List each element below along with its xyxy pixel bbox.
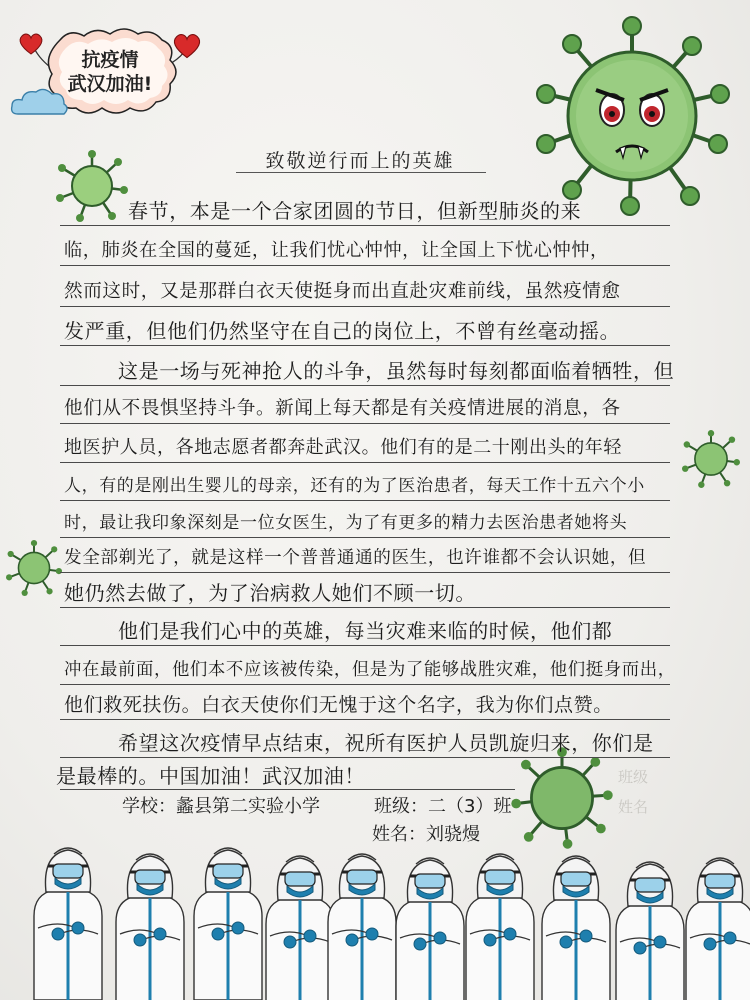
medical-worker-icon bbox=[396, 858, 464, 1000]
school-label: 学校：蠡县第二实验小学 bbox=[122, 796, 320, 817]
medical-worker-icon bbox=[266, 856, 334, 1000]
rule-line bbox=[60, 719, 670, 720]
medical-workers-illustration bbox=[0, 836, 750, 1000]
heart-icon bbox=[172, 32, 202, 60]
student-name: 姓名：刘骁熳 bbox=[372, 824, 480, 845]
essay-line: 然而这时，又是那群白衣天使挺身而出直赴灾难前线，虽然疫情愈 bbox=[64, 281, 621, 302]
title-underline bbox=[236, 172, 486, 173]
rule-line bbox=[60, 225, 670, 226]
rule-line bbox=[60, 789, 515, 790]
essay-line: 冲在最前面，他们本不应该被传染，但是为了能够战胜灾难，他们挺身而出， bbox=[64, 660, 676, 680]
essay-line: 时，最让我印象深刻是一位女医生，为了有更多的精力去医治患者她将头 bbox=[64, 513, 628, 533]
medical-worker-icon bbox=[116, 854, 184, 1000]
rule-line bbox=[60, 572, 670, 573]
virus-icon bbox=[512, 748, 612, 848]
medical-worker-icon bbox=[34, 848, 102, 1000]
rule-line bbox=[60, 265, 670, 266]
badge-line-1: 抗疫情 bbox=[81, 49, 139, 71]
essay-line: 他们从不畏惧坚持斗争。新闻上每天都是有关疫情进展的消息，各 bbox=[64, 398, 621, 419]
virus-icon bbox=[56, 150, 128, 222]
rule-line bbox=[60, 345, 670, 346]
virus-icon bbox=[532, 14, 732, 214]
faint-pencil-text: 班级 bbox=[618, 768, 649, 786]
cloud-icon bbox=[8, 84, 72, 120]
medical-worker-icon bbox=[194, 848, 262, 1000]
virus-icon bbox=[682, 430, 740, 488]
essay-line: 她仍然去做了，为了治病救人她们不顾一切。 bbox=[64, 581, 476, 605]
rule-line bbox=[60, 423, 670, 424]
faint-pencil-text: 姓名 bbox=[618, 798, 649, 816]
essay-line: 发严重，但他们仍然坚守在自己的岗位上，不曾有丝毫动摇。 bbox=[64, 319, 621, 343]
medical-worker-icon bbox=[328, 854, 396, 1000]
rule-line bbox=[60, 385, 670, 386]
medical-worker-icon bbox=[616, 862, 684, 1000]
essay-title: 致敬逆行而上的英雄 bbox=[265, 150, 455, 172]
rule-line bbox=[60, 537, 670, 538]
rule-line bbox=[60, 684, 670, 685]
rule-line bbox=[60, 462, 670, 463]
class-label: 班级：二（3）班 bbox=[374, 796, 512, 817]
essay-line: 他们救死扶伤。白衣天使你们无愧于这个名字，我为你们点赞。 bbox=[64, 694, 613, 716]
medical-worker-icon bbox=[542, 856, 610, 1000]
rule-line bbox=[60, 607, 670, 608]
essay-line: 希望这次疫情早点结束，祝所有医护人员凯旋归来，你们是 bbox=[118, 731, 654, 755]
essay-line: 临，肺炎在全国的蔓延，让我们忧心忡忡，让全国上下忧心忡忡， bbox=[64, 240, 609, 261]
medical-worker-icon bbox=[686, 858, 750, 1000]
rule-line bbox=[60, 757, 670, 758]
medical-worker-icon bbox=[466, 854, 534, 1000]
essay-line: 发全部剃光了，就是这样一个普普通通的医生，也许谁都不会认识她，但 bbox=[64, 548, 647, 568]
essay-line: 是最棒的。中国加油！武汉加油！ bbox=[56, 764, 365, 788]
rule-line bbox=[60, 306, 670, 307]
essay-line: 地医护人员，各地志愿者都奔赴武汉。他们有的是二十刚出头的年轻 bbox=[64, 437, 622, 458]
essay-line: 他们是我们心中的英雄，每当灾难来临的时候，他们都 bbox=[118, 619, 613, 643]
virus-icon bbox=[6, 540, 62, 596]
essay-line: 春节，本是一个合家团圆的节日，但新型肺炎的来 bbox=[128, 199, 582, 223]
essay-line: 这是一场与死神抢人的斗争，虽然每时每刻都面临着牺牲，但 bbox=[118, 359, 675, 383]
heart-icon bbox=[18, 32, 44, 56]
essay-line: 人，有的是刚出生婴儿的母亲，还有的为了医治患者，每天工作十五六个小 bbox=[64, 476, 645, 496]
rule-line bbox=[60, 645, 670, 646]
badge-line-2: 武汉加油! bbox=[67, 73, 153, 95]
rule-line bbox=[60, 500, 670, 501]
